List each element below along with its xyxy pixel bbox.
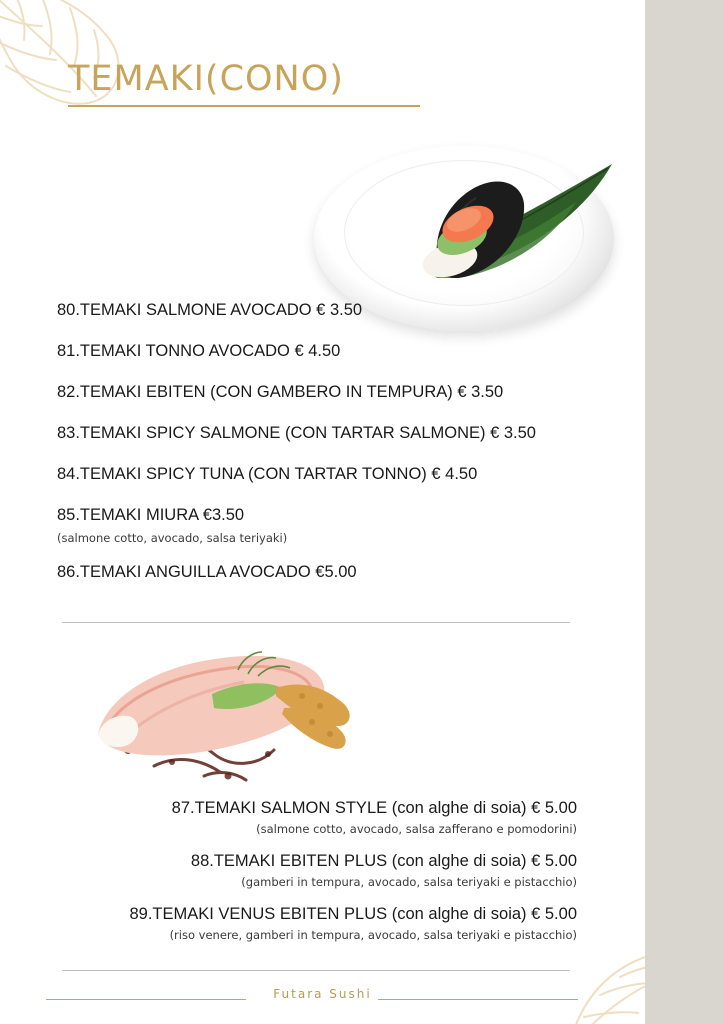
- menu-item-89-description: (riso venere, gamberi in tempura, avocado, salsa teriyaki e pistacchio): [169, 928, 577, 942]
- menu-items-top: [57, 300, 577, 603]
- menu-item-86: 86.TEMAKI ANGUILLA AVOCADO €5.00: [57, 563, 357, 581]
- page-margin-right: [645, 0, 724, 1024]
- temaki-salmon-style-photo: [62, 630, 392, 790]
- title-underline: [68, 105, 420, 107]
- menu-item-85: 85.TEMAKI MIURA €3.50: [57, 506, 245, 524]
- page-title-wrap: [68, 58, 568, 100]
- menu-item-88: 88.TEMAKI EBITEN PLUS (con alghe di soia) € 5.00: [190, 852, 577, 870]
- temaki-cone-graphic: [406, 174, 526, 284]
- menu-item-89: 89.TEMAKI VENUS EBITEN PLUS (con alghe di soia) € 5.00: [129, 905, 577, 923]
- menu-item-84: 84.TEMAKI SPICY TUNA (CON TARTAR TONNO) € 4.50: [57, 465, 478, 483]
- menu-item-87-description: (salmone cotto, avocado, salsa zafferano e pomodorini): [256, 822, 577, 836]
- menu-item-81: 81.TEMAKI TONNO AVOCADO € 4.50: [57, 342, 341, 360]
- footer-brand: Futara Sushi: [273, 987, 372, 1001]
- menu-item-87: 87.TEMAKI SALMON STYLE (con alghe di soia) € 5.00: [171, 799, 577, 817]
- menu-items-bottom: [0, 798, 645, 957]
- page-title: TEMAKI(CONO): [68, 59, 344, 99]
- menu-item-85-description: (salmone cotto, avocado, salsa teriyaki): [57, 531, 288, 545]
- menu-item-88-description: (gamberi in tempura, avocado, salsa teriyaki e pistacchio): [241, 875, 577, 889]
- menu-item-83: 83.TEMAKI SPICY SALMONE (CON TARTAR SALMONE) € 3.50: [57, 424, 536, 442]
- section-divider-middle: [62, 622, 570, 623]
- menu-item-80: 80.TEMAKI SALMONE AVOCADO € 3.50: [57, 301, 363, 319]
- menu-item-82: 82.TEMAKI EBITEN (CON GAMBERO IN TEMPURA) € 3.50: [57, 383, 504, 401]
- section-divider-bottom: [62, 970, 570, 971]
- footer: [0, 985, 645, 1003]
